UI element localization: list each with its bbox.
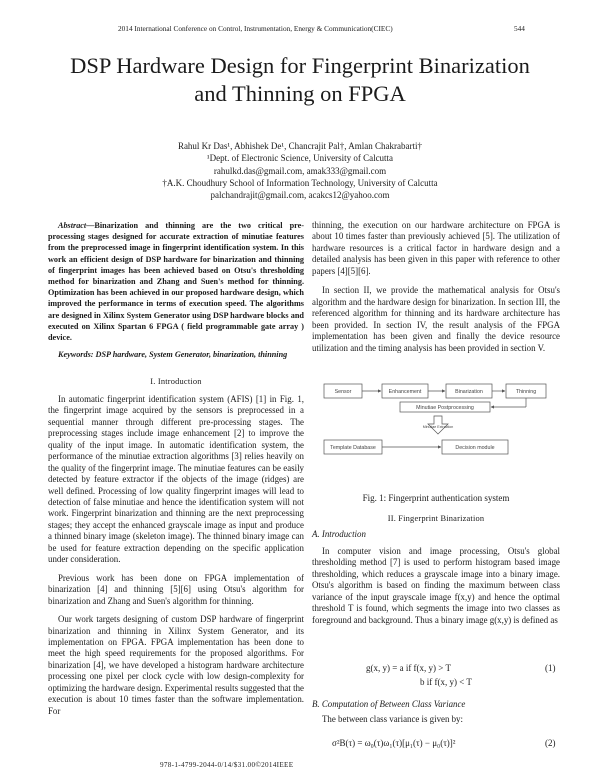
page-number: 544 (514, 24, 525, 33)
intro-paragraph-3: Our work targets designing of custom DSP hardware of fingerprint binarization and thinning in Xilinx System Generator, and its implementation on FPGA. FPGA implementation has been done to meet the high speed requirements for the proposed algorithms. For binarization [4], we have developed a histogram hardware architecture processing one pixel per clock cycle with low design-complexity for optimizing the hardware design. Experimental results suggested that the execution is about 10 times faster than the software implementation. For (48, 614, 304, 716)
equation-1-line-2: b if f(x, y) < T (420, 677, 472, 687)
abstract-text: Binarization and thinning are the two critical pre-processing stages designed for accurate extraction of minutiae features from the preprocessed image in fingerprint identification system. In this work an efficient design of DSP hardware for binarization and thinning of fingerprint images has been achieved based on Otsu's thresholding method for binarization and Zhang and Suen's method for thinning. Optimization has been achieved in our proposed hardware design, which improved the performance in terms of execution speed. The algorithms are designed in Xilinx System Generator using DSP hardware blocks and executed on Xilinx Spartan 6 FPGA ( field programmable gate array ) device. (48, 221, 304, 343)
conference-header: 2014 International Conference on Control, Instrumentation, Energy & Communication(CIEC) (118, 24, 393, 33)
section-2a-heading: A. Introduction (312, 529, 366, 540)
title-line-2: and Thinning on FPGA (194, 81, 406, 106)
keywords-text: DSP hardware, System Generator, binarization, thinning (95, 350, 288, 360)
equation-2-number: (2) (545, 738, 556, 748)
left-column (48, 220, 304, 717)
email-2: palchandrajit@gmail.com, acakcs12@yahoo.com (210, 190, 390, 201)
affiliation-2: †A.K. Choudhury School of Information Technology, University of Calcutta (162, 177, 438, 188)
right-paragraph-1: thinning, the execution on our hardware architecture on FPGA is about 10 times faster than previously achieved [5]. The utilization of hardware resources is a critical factor in hardware design and a detailed analysis has been given in this paper with reference to other papers [4][5][6]. (312, 220, 560, 276)
intro-heading: I. Introduction (150, 377, 202, 387)
section-2-heading: II. Fingerprint Binarization (387, 514, 485, 523)
author-block (60, 140, 540, 201)
right-column-top (312, 220, 560, 354)
node-binarization: Binarization (455, 389, 483, 395)
node-decision: Decision module (455, 445, 495, 451)
equation-1-number: (1) (545, 663, 556, 673)
abstract (48, 220, 304, 343)
page-footer: 978-1-4799-2044-0/14/$31.00©2014IEEE (160, 761, 294, 769)
author-names: Rahul Kr Das¹, Abhishek De¹, Chancrajit Pal†, Amlan Chakrabarti† (177, 141, 423, 151)
right-column-subsection-b (312, 699, 560, 726)
right-column-bottom (312, 513, 560, 626)
section-2b-text: The between class variance is given by: (322, 714, 463, 725)
section-2b-heading: B. Computation of Between Class Variance (312, 699, 466, 709)
keywords-label: Keywords: (58, 350, 94, 360)
abstract-label: Abstract— (58, 221, 95, 230)
node-postprocessing: Minutiae Postprocessing (416, 405, 474, 411)
paper-title (40, 52, 560, 108)
equation-2: σ²B(τ) = ω₀(τ)ω₁(τ)[μ₁(τ) − μ₀(τ)]² (332, 738, 456, 748)
node-sensor: Sensor (334, 389, 352, 395)
node-enhancement: Enhancement (388, 389, 422, 395)
node-extraction: Minutiae Extraction (422, 425, 454, 429)
email-1: rahulkd.das@gmail.com, amak333@gmail.com (213, 165, 387, 176)
section-2a-text: In computer vision and image processing, Otsu's global thresholding method [7] is used to perform histogram based image thresholding, which reduces a grayscale image into a binary image. Otsu's algorithm is based on finding the maximum between class variance of the input grayscale image f(x,y) and hence the optimal threshold T is found, which segments the image into two classes as foreground and background. Thus a binary image g(x,y) is defined as (312, 545, 560, 625)
affiliation-1: ¹Dept. of Electronic Science, University of Calcutta (206, 153, 394, 164)
right-paragraph-2: In section II, we provide the mathematical analysis for Otsu's algorithm and the hardware design for binarization. In section III, the referenced algorithm for thinning and its hardware architecture has been provided. In section IV, the result analysis of the FPGA implementation has been given and finally the device resource utilization and the timing analysis has been provided in section V. (312, 285, 560, 353)
node-template: Template Database (330, 445, 376, 451)
node-thinning: Thinning (515, 389, 537, 395)
intro-paragraph-1: In automatic fingerprint identification system (AFIS) [1] in Fig. 1, the fingerprint image acquired by the sensors is preprocessed in a sequential manner through different pre-processing stages. The preprocessing stages include image enhancement [2] to improve the quality of the input image. In automatic identification system, the performance of the minutiae extraction algorithms [3] relies heavily on the quality of the fingerprint image. The minutiae features can be easily detected by feature extractor if the objects of the image (ridges) are well defined. Processing of low quality fingerprint images will lead to detection of false minutiae and hence the identification system will not work. Fingerprint binarization and thinning are the next preprocessing stages; they accept the enhanced grayscale image as input and produce a thinned binary image (skeleton image). The thinned binary image can be used for feature extraction depending on the specific application under consideration. (48, 393, 304, 565)
title-line-1: DSP Hardware Design for Fingerprint Binarization (70, 53, 530, 78)
intro-paragraph-2: Previous work has been done on FPGA implementation of binarization [4] and thinning [5][6] using Otsu's algorithm for binarization and Zhang and Suen's algorithm for thinning. (48, 572, 304, 606)
figure-1-caption: Fig. 1: Fingerprint authentication system (362, 493, 510, 503)
equation-1-line-1: g(x, y) = a if f(x, y) > T (366, 663, 451, 673)
keywords (48, 349, 304, 360)
figure-1-diagram (322, 376, 552, 484)
